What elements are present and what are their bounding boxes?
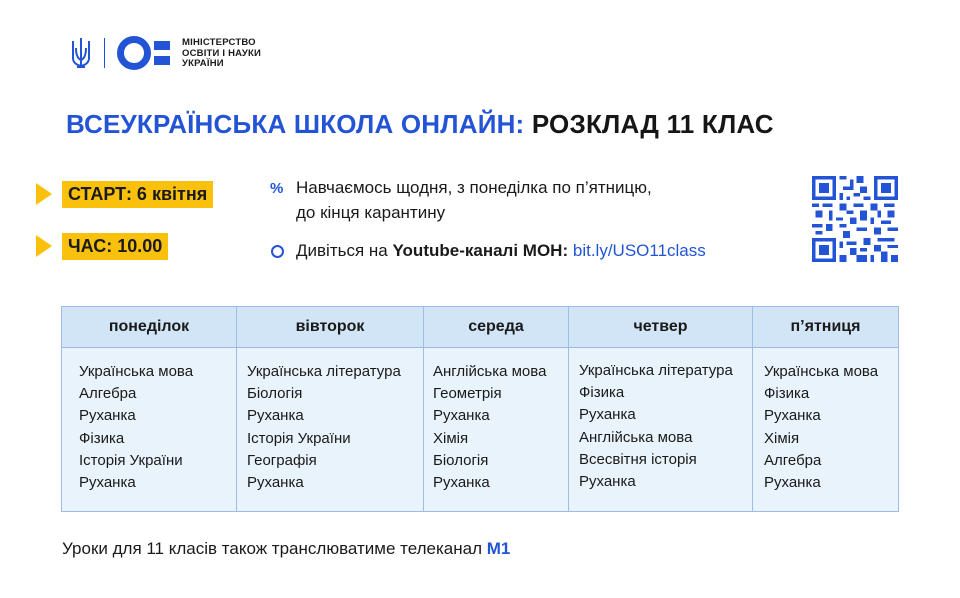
footer-note [62, 539, 510, 559]
column-divider [236, 307, 237, 511]
circle-bullet-icon [271, 245, 284, 258]
lesson-item: Біологія [247, 385, 303, 403]
footer-text: Уроки для 11 класів також транслюватиме телеканал [62, 539, 487, 558]
youtube-link[interactable]: bit.ly/USO11class [572, 241, 706, 260]
lesson-item: Руханка [579, 406, 636, 424]
title-part-school: ВСЕУКРАЇНСЬКА ШКОЛА ОНЛАЙН: [66, 109, 525, 139]
lesson-item: Біологія [433, 451, 489, 469]
tv-channel-name: М1 [486, 539, 511, 558]
lessons-thursday [579, 360, 733, 493]
start-date-badge: СТАРТ: 6 квітня [62, 181, 213, 208]
lesson-item: Руханка [764, 473, 821, 491]
lesson-item: Геометрія [433, 385, 502, 403]
mon-logo-mark-icon [116, 35, 176, 71]
lesson-item: Руханка [764, 407, 821, 425]
percent-bullet-icon: % [270, 180, 284, 197]
title-part-schedule: РОЗКЛАД 11 КЛАС [531, 109, 774, 139]
lesson-item: Руханка [247, 473, 304, 491]
ministry-name-line: УКРАЇНИ [182, 58, 224, 69]
time-badge: ЧАС: 10.00 [62, 233, 168, 260]
column-header-monday: понеділок [108, 318, 190, 335]
lesson-item: Руханка [579, 472, 636, 490]
lesson-item: Руханка [433, 407, 490, 425]
lesson-item: Руханка [433, 473, 490, 491]
lesson-item: Фізика [764, 385, 810, 403]
arrow-right-icon [36, 235, 52, 257]
qr-code-icon[interactable] [812, 176, 898, 262]
lesson-item: Англійська мова [433, 363, 547, 380]
lesson-item: Історія України [79, 451, 183, 469]
lesson-item: Українська література [247, 363, 401, 380]
schedule-table [61, 306, 899, 512]
lesson-item: Англійська мова [579, 428, 693, 446]
lesson-item: Історія України [247, 429, 351, 447]
ministry-name-line: МІНІСТЕРСТВО [182, 37, 256, 48]
lesson-item: Руханка [79, 473, 136, 491]
info-youtube [296, 241, 706, 261]
lesson-item: Українська література [579, 362, 733, 379]
lesson-item: Алгебра [79, 385, 137, 403]
lessons-friday [764, 361, 878, 494]
ukraine-trident-icon [70, 36, 92, 70]
column-header-tuesday: вівторок [295, 318, 365, 335]
lessons-wednesday [433, 361, 546, 494]
ministry-name-line: ОСВІТИ І НАУКИ [182, 47, 261, 59]
lesson-item: Руханка [79, 407, 136, 425]
column-divider [423, 307, 424, 511]
lessons-monday [79, 361, 193, 494]
lesson-item: Географія [247, 451, 317, 469]
logo-divider [104, 38, 105, 68]
ministry-name [182, 38, 261, 70]
lessons-tuesday [247, 361, 401, 494]
youtube-channel-label: Youtube-каналі МОН: [392, 241, 569, 260]
lesson-item: Фізика [579, 384, 625, 402]
column-header-friday: п’ятниця [790, 318, 861, 335]
info-until-quarantine: до кінця карантину [296, 203, 446, 222]
lesson-item: Українська мова [764, 363, 879, 380]
lesson-item: Руханка [247, 407, 304, 425]
lesson-item: Алгебра [764, 451, 822, 469]
page-title [66, 109, 774, 140]
column-divider [752, 307, 753, 511]
lesson-item: Хімія [433, 429, 469, 447]
lesson-item: Всесвітня історія [579, 450, 697, 468]
column-divider [568, 307, 569, 511]
column-header-thursday: четвер [633, 318, 688, 335]
lesson-item: Українська мова [79, 363, 194, 380]
column-header-wednesday: середа [468, 318, 524, 335]
youtube-prefix: Дивіться на [296, 241, 393, 260]
info-daily: Навчаємось щодня, з понеділка по п’ятницю, [296, 178, 652, 197]
lesson-item: Фізика [79, 429, 125, 447]
lesson-item: Хімія [764, 429, 800, 447]
arrow-right-icon [36, 183, 52, 205]
